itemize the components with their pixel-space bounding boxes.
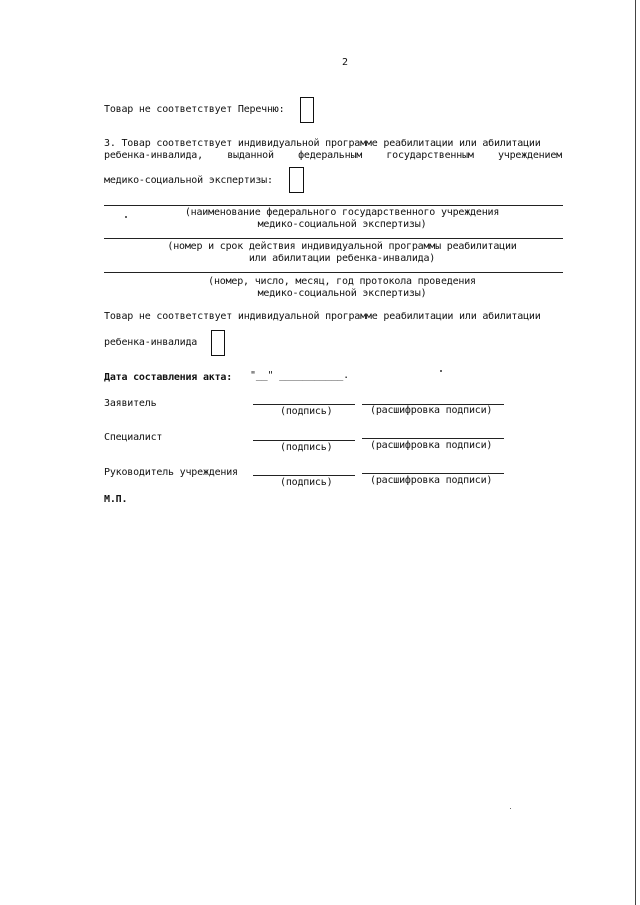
not-match-list-label: Товар не соответствует Перечню: xyxy=(104,104,285,115)
specialist-label: Специалист xyxy=(104,432,163,443)
not-match-list-checkbox[interactable] xyxy=(300,97,314,123)
institution-caption-1: (наименование федерального государственного учреждения xyxy=(184,207,500,218)
head-decode-caption: (расшифровка подписи) xyxy=(370,475,493,486)
program-caption-1: (номер и срок действия индивидуальной программы реабилитации xyxy=(167,241,517,252)
scan-speck xyxy=(510,808,511,809)
applicant-signature-line[interactable] xyxy=(253,404,355,405)
protocol-field-line[interactable] xyxy=(104,272,563,273)
protocol-caption-2: медико-социальной экспертизы) xyxy=(257,288,427,299)
head-signature-line[interactable] xyxy=(253,475,355,476)
institution-caption-2: медико-социальной экспертизы) xyxy=(257,219,427,230)
head-decode-line[interactable] xyxy=(362,473,504,474)
head-sign-caption: (подпись) xyxy=(280,477,333,488)
scan-edge xyxy=(635,0,636,905)
institution-field-line[interactable] xyxy=(104,205,563,206)
item3-word: ребенка-инвалида, xyxy=(104,150,203,161)
stamp-place: М.П. xyxy=(104,494,128,505)
act-date-label: Дата составления акта: xyxy=(104,372,233,383)
applicant-decode-caption: (расшифровка подписи) xyxy=(370,405,493,416)
item3-line3: медико-социальной экспертизы: xyxy=(104,175,273,186)
program-field-line[interactable] xyxy=(104,238,563,239)
item3-word: учреждением xyxy=(497,150,562,161)
program-caption-2: или абилитации ребенка-инвалида) xyxy=(248,253,436,264)
page-number: 2 xyxy=(342,57,348,68)
head-label: Руководитель учреждения xyxy=(104,467,238,478)
not-match-program-line1: Товар не соответствует индивидуальной программе реабилитации или абилитации xyxy=(104,311,541,322)
protocol-caption-1: (номер, число, месяц, год протокола проведения xyxy=(208,276,476,287)
act-date-value[interactable]: "__" ___________. xyxy=(250,370,349,381)
specialist-sign-caption: (подпись) xyxy=(280,442,333,453)
item3-word: федеральным xyxy=(298,150,363,161)
match-program-checkbox[interactable] xyxy=(289,167,304,193)
specialist-decode-line[interactable] xyxy=(362,438,504,439)
specialist-signature-line[interactable] xyxy=(253,440,355,441)
not-match-program-line2: ребенка-инвалида xyxy=(104,337,198,348)
specialist-decode-caption: (расшифровка подписи) xyxy=(370,440,493,451)
applicant-sign-caption: (подпись) xyxy=(280,406,333,417)
item3-line2 xyxy=(104,150,562,162)
scan-speck xyxy=(440,370,442,372)
not-match-program-checkbox[interactable] xyxy=(211,330,225,356)
item3-word: выданной xyxy=(227,150,274,161)
item3-word: государственным xyxy=(386,150,474,161)
applicant-label: Заявитель xyxy=(104,398,157,409)
item3-line1: 3. Товар соответствует индивидуальной программе реабилитации или абилитации xyxy=(104,138,541,149)
